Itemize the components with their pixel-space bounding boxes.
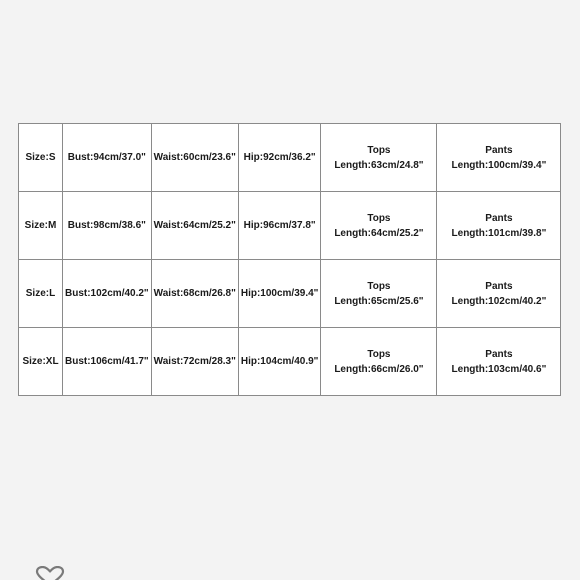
tops-length: Length:64cm/25.2" [334,227,424,239]
pants-length: Length:102cm/40.2" [451,295,547,307]
size-row-m [19,192,561,260]
tops-cell [321,192,437,260]
hip-cell: Hip:92cm/36.2" [238,124,321,192]
waist-cell: Waist:68cm/26.8" [151,260,238,328]
tops-title: Tops [367,280,391,292]
size-chart-table [18,123,561,396]
size-cell: Size:L [19,260,63,328]
size-row-l [19,260,561,328]
size-cell: Size:S [19,124,63,192]
pants-cell [437,192,561,260]
tops-cell [321,124,437,192]
bust-cell: Bust:98cm/38.6" [63,192,152,260]
tops-length: Length:66cm/26.0" [334,363,424,375]
waist-cell: Waist:64cm/25.2" [151,192,238,260]
tops-title: Tops [367,144,391,156]
pants-length: Length:100cm/39.4" [451,159,547,171]
bust-cell: Bust:106cm/41.7" [63,328,152,396]
tops-cell [321,328,437,396]
bust-cell: Bust:102cm/40.2" [63,260,152,328]
pants-cell [437,328,561,396]
size-cell: Size:XL [19,328,63,396]
pants-title: Pants [485,144,513,156]
tops-length: Length:65cm/25.6" [334,295,424,307]
bust-cell: Bust:94cm/37.0" [63,124,152,192]
hip-cell: Hip:104cm/40.9" [238,328,321,396]
size-cell: Size:M [19,192,63,260]
size-row-xl [19,328,561,396]
pants-title: Pants [485,348,513,360]
pants-title: Pants [485,212,513,224]
waist-cell: Waist:60cm/23.6" [151,124,238,192]
pants-length: Length:103cm/40.6" [451,363,547,375]
hip-cell: Hip:96cm/37.8" [238,192,321,260]
pants-cell [437,124,561,192]
tops-cell [321,260,437,328]
size-row-s [19,124,561,192]
heart-outline-icon[interactable] [34,566,66,580]
tops-length: Length:63cm/24.8" [334,159,424,171]
hip-cell: Hip:100cm/39.4" [238,260,321,328]
tops-title: Tops [367,212,391,224]
waist-cell: Waist:72cm/28.3" [151,328,238,396]
tops-title: Tops [367,348,391,360]
pants-title: Pants [485,280,513,292]
pants-cell [437,260,561,328]
pants-length: Length:101cm/39.8" [451,227,547,239]
